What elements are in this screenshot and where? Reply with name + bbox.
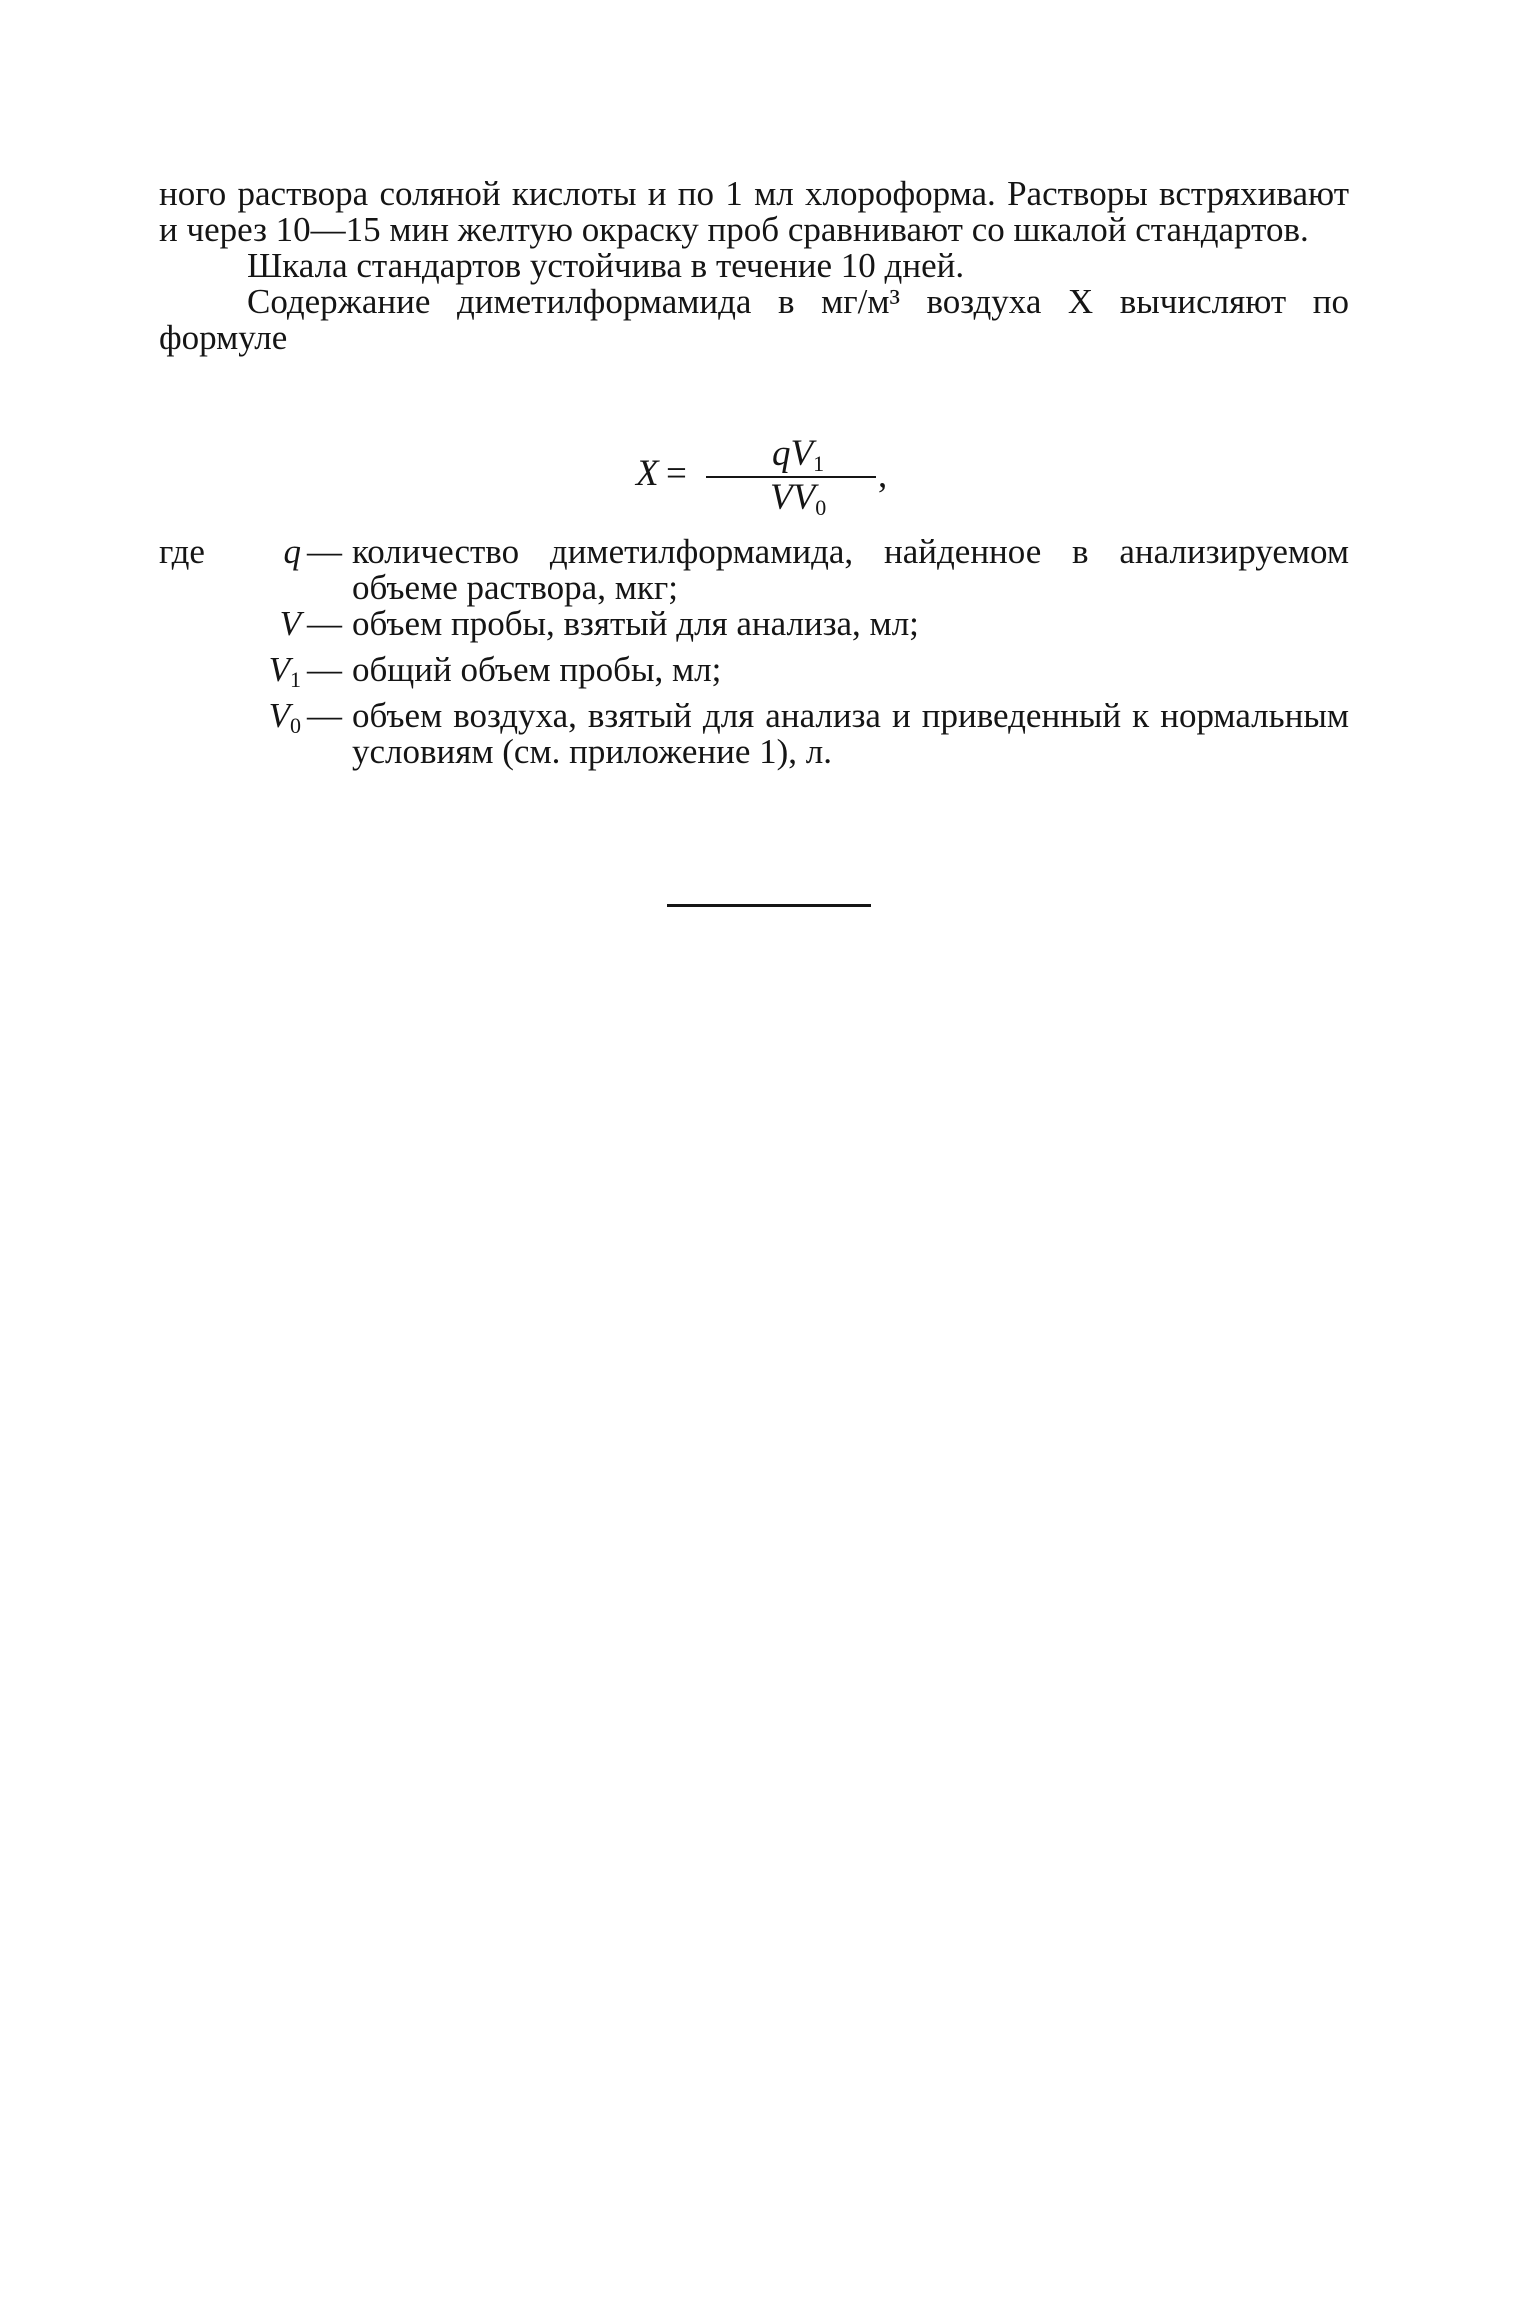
paragraph-formula-intro: Содержание диметилформамида в мг/м³ воздуха X вычисляют по формуле xyxy=(159,282,1349,357)
legend-dash: — xyxy=(307,650,342,689)
legend-item xyxy=(159,652,1349,698)
legend-description: количество диметилформамида, найденное в анализируемом объеме раствора, мкг; xyxy=(352,532,1349,607)
legend-description: общий объем пробы, мл; xyxy=(352,650,722,689)
paragraph-standards-stability: Шкала стандартов устойчива в течение 10 дней. xyxy=(247,246,965,285)
legend-item xyxy=(159,698,1349,770)
formula-lhs: X xyxy=(636,453,659,494)
formula-denominator: $VV_0$ xyxy=(770,477,827,520)
formula-numerator: $qV_1$ xyxy=(772,433,825,476)
legend-lead: где xyxy=(159,532,205,571)
legend-dash: — xyxy=(307,604,342,643)
legend-item xyxy=(159,606,1349,652)
formula-legend xyxy=(159,534,1349,770)
legend-description: объем воздуха, взятый для анализа и приведенный к нормальным условиям (см. приложение 1), л. xyxy=(352,696,1349,771)
formula-comma: , xyxy=(878,455,888,496)
legend-symbol: q xyxy=(283,532,301,571)
legend-symbol: V xyxy=(279,604,301,643)
legend-dash: — xyxy=(307,696,342,735)
end-divider xyxy=(667,904,871,907)
formula-equals: = xyxy=(666,453,687,494)
legend-symbol: $V_1$ xyxy=(268,650,301,692)
legend-symbol: $V_0$ xyxy=(268,696,301,738)
body-text xyxy=(159,176,1349,356)
formula xyxy=(636,432,936,520)
legend-description: объем пробы, взятый для анализа, мл; xyxy=(352,604,919,643)
legend-dash: — xyxy=(307,532,342,571)
legend-item xyxy=(159,534,1349,606)
paragraph-continuation: ного раствора соляной кислоты и по 1 мл хлороформа. Растворы встряхивают и через 10—15 мин желтую окраску проб сравнивают со шкалой стандартов. xyxy=(159,174,1349,249)
